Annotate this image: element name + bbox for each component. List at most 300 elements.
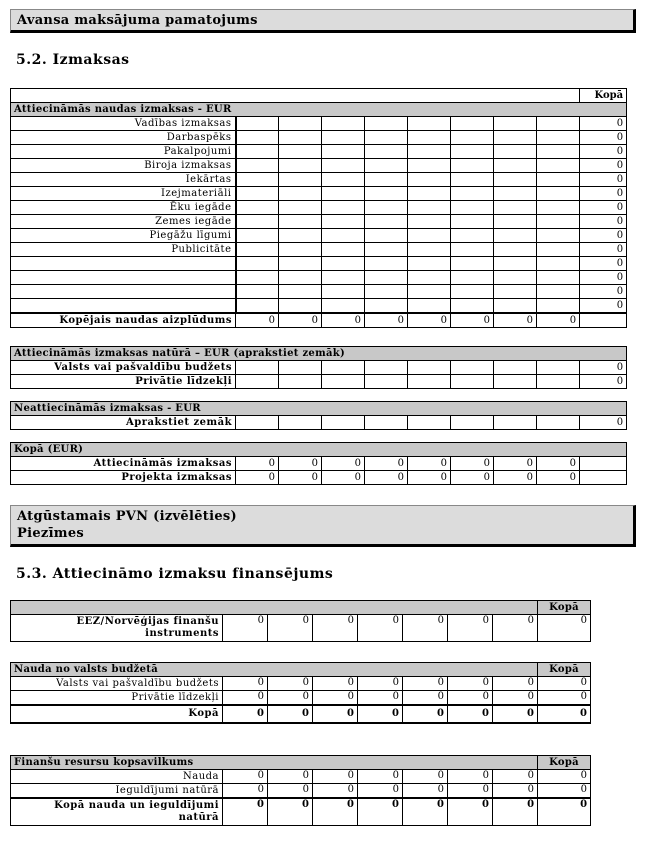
input-cell — [322, 173, 365, 187]
value-cell: 0 — [223, 770, 268, 784]
row-total: 0 — [580, 229, 627, 243]
value-cell: 0 — [403, 784, 448, 799]
value-cell: 0 — [358, 784, 403, 799]
value-cell: 0 — [358, 770, 403, 784]
value-cell: 0 — [268, 615, 313, 642]
input-cell — [494, 215, 537, 229]
input-cell — [451, 416, 494, 430]
value-cell: 0 — [403, 770, 448, 784]
input-cell — [408, 271, 451, 285]
row-label: Biroja izmaksas — [11, 159, 236, 173]
total-cell: 0 — [358, 798, 403, 826]
table-row — [11, 299, 627, 314]
value-cell: 0 — [448, 615, 493, 642]
value-cell: 0 — [279, 457, 322, 471]
total-cell: 0 — [403, 705, 448, 723]
input-cell — [408, 285, 451, 299]
input-cell — [451, 145, 494, 159]
input-cell — [279, 271, 322, 285]
input-cell — [279, 159, 322, 173]
section-title-izmaksas: 5.2. Izmaksas — [16, 52, 130, 68]
input-cell — [365, 187, 408, 201]
value-cell: 0 — [494, 471, 537, 485]
pvn-box — [10, 505, 636, 547]
input-cell — [365, 361, 408, 375]
value-cell: 0 — [223, 691, 268, 706]
input-cell — [236, 187, 279, 201]
table-title: Finanšu resursu kopsavilkums — [11, 756, 538, 770]
input-cell — [537, 145, 580, 159]
table-row — [11, 615, 591, 642]
input-cell — [236, 117, 279, 131]
table-row — [11, 243, 627, 257]
input-cell — [365, 243, 408, 257]
input-cell — [408, 215, 451, 229]
total-cell: 0 — [493, 798, 538, 826]
value-cell: 0 — [313, 770, 358, 784]
input-cell — [494, 257, 537, 271]
input-cell — [537, 271, 580, 285]
total-cell: 0 — [279, 313, 322, 328]
value-cell: 0 — [451, 457, 494, 471]
value-cell: 0 — [365, 471, 408, 485]
value-cell: 0 — [268, 784, 313, 799]
table-title: Attiecināmās izmaksas natūrā – EUR (aprakstiet zemāk) — [11, 347, 627, 361]
total-cell: 0 — [268, 798, 313, 826]
input-cell — [236, 201, 279, 215]
input-cell — [451, 187, 494, 201]
table-title — [11, 601, 538, 615]
total-cell: 0 — [448, 798, 493, 826]
table-row — [11, 361, 627, 375]
value-cell: 0 — [408, 457, 451, 471]
table-row — [11, 402, 627, 416]
input-cell — [322, 257, 365, 271]
input-cell — [322, 243, 365, 257]
total-label: Kopējais naudas aizplūdums — [11, 313, 236, 328]
input-cell — [236, 159, 279, 173]
total-cell: 0 — [268, 705, 313, 723]
table-row — [11, 89, 627, 103]
row-total: 0 — [580, 271, 627, 285]
input-cell — [494, 299, 537, 314]
input-cell — [537, 257, 580, 271]
value-cell: 0 — [279, 471, 322, 485]
input-cell — [236, 257, 279, 271]
input-cell — [451, 285, 494, 299]
input-cell — [279, 416, 322, 430]
row-total: 0 — [580, 173, 627, 187]
input-cell — [537, 215, 580, 229]
total-cell: 0 — [223, 705, 268, 723]
row-label: Valsts vai pašvaldību budžets — [11, 361, 236, 375]
input-cell — [408, 187, 451, 201]
input-cell — [451, 159, 494, 173]
row-total: 0 — [580, 285, 627, 299]
table-row — [11, 347, 627, 361]
table-row — [11, 215, 627, 229]
table-row — [11, 229, 627, 243]
value-cell: 0 — [493, 691, 538, 706]
input-cell — [279, 375, 322, 389]
input-cell — [494, 229, 537, 243]
input-cell — [451, 229, 494, 243]
value-cell: 0 — [322, 457, 365, 471]
input-cell — [279, 187, 322, 201]
kopa-header: Kopā — [580, 89, 627, 103]
input-cell — [279, 243, 322, 257]
table-row — [11, 375, 627, 389]
input-cell — [236, 243, 279, 257]
total-cell: 0 — [408, 313, 451, 328]
row-label: EEZ/Norvēģijas finanšu instruments — [11, 615, 223, 642]
row-label: Projekta izmaksas — [11, 471, 236, 485]
input-cell — [365, 416, 408, 430]
input-cell — [408, 201, 451, 215]
row-total: 0 — [580, 201, 627, 215]
total-cell: 0 — [538, 798, 591, 826]
table-row — [11, 705, 591, 723]
kopa-header: Kopā — [538, 601, 591, 615]
input-cell — [408, 173, 451, 187]
table-title: Attiecināmās naudas izmaksas - EUR — [11, 103, 627, 117]
input-cell — [537, 201, 580, 215]
value-cell: 0 — [537, 471, 580, 485]
input-cell — [365, 201, 408, 215]
table-row — [11, 756, 591, 770]
input-cell — [494, 375, 537, 389]
input-cell — [322, 215, 365, 229]
input-cell — [236, 215, 279, 229]
value-cell: 0 — [537, 457, 580, 471]
input-cell — [322, 229, 365, 243]
table-row — [11, 691, 591, 706]
value-cell: 0 — [448, 784, 493, 799]
value-cell: 0 — [493, 677, 538, 691]
table-title: Nauda no valsts budžetā — [11, 663, 538, 677]
table-row — [11, 159, 627, 173]
value-cell: 0 — [403, 677, 448, 691]
input-cell — [322, 285, 365, 299]
table-row — [11, 313, 627, 328]
value-cell: 0 — [538, 770, 591, 784]
total-cell: 0 — [313, 798, 358, 826]
row-label — [11, 257, 236, 271]
input-cell — [451, 117, 494, 131]
input-cell — [365, 299, 408, 314]
table-row — [11, 145, 627, 159]
input-cell — [365, 173, 408, 187]
row-label: Piegāžu līgumi — [11, 229, 236, 243]
input-cell — [322, 117, 365, 131]
row-label — [11, 285, 236, 299]
row-label: Ieguldījumi natūrā — [11, 784, 223, 799]
input-cell — [279, 145, 322, 159]
input-cell — [322, 375, 365, 389]
input-cell — [494, 145, 537, 159]
row-label: Zemes iegāde — [11, 215, 236, 229]
row-label — [11, 271, 236, 285]
value-cell: 0 — [493, 784, 538, 799]
input-cell — [365, 145, 408, 159]
value-cell: 0 — [268, 677, 313, 691]
table-row — [11, 117, 627, 131]
value-cell: 0 — [223, 677, 268, 691]
row-total: 0 — [580, 159, 627, 173]
total-cell: 0 — [538, 705, 591, 723]
row-label: Iekārtas — [11, 173, 236, 187]
table-row — [11, 131, 627, 145]
total-label: Kopā nauda un ieguldījumi natūrā — [11, 798, 223, 826]
row-total: 0 — [580, 145, 627, 159]
table-eea-financing — [10, 600, 591, 642]
input-cell — [236, 229, 279, 243]
input-cell — [322, 145, 365, 159]
section-header-avansa — [10, 9, 636, 33]
input-cell — [494, 285, 537, 299]
total-cell: 0 — [358, 705, 403, 723]
input-cell — [408, 229, 451, 243]
input-cell — [494, 201, 537, 215]
value-cell: 0 — [313, 691, 358, 706]
total-cell: 0 — [537, 313, 580, 328]
input-cell — [365, 271, 408, 285]
value-cell: 0 — [358, 615, 403, 642]
row-total: 0 — [580, 117, 627, 131]
input-cell — [365, 117, 408, 131]
row-total: 0 — [580, 375, 627, 389]
table-row — [11, 285, 627, 299]
input-cell — [451, 243, 494, 257]
pvn-title: Atgūstamais PVN (izvēlēties) — [17, 509, 237, 524]
table-ineligible-costs — [10, 401, 627, 430]
input-cell — [451, 215, 494, 229]
row-label: Izejmateriāli — [11, 187, 236, 201]
input-cell — [537, 416, 580, 430]
input-cell — [365, 215, 408, 229]
input-cell — [494, 117, 537, 131]
input-cell — [365, 159, 408, 173]
input-cell — [537, 229, 580, 243]
row-label: Darbaspēks — [11, 131, 236, 145]
table-row — [11, 770, 591, 784]
value-cell — [580, 457, 627, 471]
table-row — [11, 471, 627, 485]
input-cell — [494, 243, 537, 257]
input-cell — [408, 416, 451, 430]
total-label: Kopā — [11, 705, 223, 723]
total-cell: 0 — [451, 313, 494, 328]
value-cell: 0 — [268, 770, 313, 784]
value-cell — [580, 471, 627, 485]
total-cell: 0 — [403, 798, 448, 826]
value-cell: 0 — [448, 691, 493, 706]
input-cell — [537, 187, 580, 201]
row-label: Attiecināmās izmaksas — [11, 457, 236, 471]
input-cell — [537, 375, 580, 389]
table-corner — [11, 89, 580, 103]
input-cell — [236, 361, 279, 375]
kopa-header: Kopā — [538, 663, 591, 677]
total-cell: 0 — [223, 798, 268, 826]
input-cell — [279, 201, 322, 215]
total-cell: 0 — [493, 705, 538, 723]
input-cell — [279, 361, 322, 375]
row-label: Nauda — [11, 770, 223, 784]
input-cell — [537, 285, 580, 299]
input-cell — [279, 285, 322, 299]
input-cell — [322, 299, 365, 314]
row-label: Pakalpojumi — [11, 145, 236, 159]
input-cell — [279, 173, 322, 187]
input-cell — [408, 361, 451, 375]
input-cell — [408, 159, 451, 173]
input-cell — [537, 361, 580, 375]
input-cell — [451, 361, 494, 375]
input-cell — [279, 215, 322, 229]
input-cell — [537, 131, 580, 145]
input-cell — [236, 173, 279, 187]
input-cell — [408, 299, 451, 314]
input-cell — [236, 145, 279, 159]
value-cell: 0 — [236, 471, 279, 485]
table-row — [11, 173, 627, 187]
table-row — [11, 601, 591, 615]
row-label: Privātie līdzekļi — [11, 375, 236, 389]
total-cell: 0 — [494, 313, 537, 328]
input-cell — [408, 375, 451, 389]
row-total: 0 — [580, 187, 627, 201]
input-cell — [322, 201, 365, 215]
input-cell — [279, 257, 322, 271]
input-cell — [451, 271, 494, 285]
input-cell — [365, 131, 408, 145]
total-cell: 0 — [313, 705, 358, 723]
input-cell — [537, 299, 580, 314]
value-cell: 0 — [493, 770, 538, 784]
table-row — [11, 663, 591, 677]
input-cell — [451, 299, 494, 314]
input-cell — [537, 173, 580, 187]
value-cell: 0 — [538, 691, 591, 706]
section-header-label: Avansa maksājuma pamatojums — [17, 13, 258, 28]
input-cell — [494, 271, 537, 285]
value-cell: 0 — [313, 784, 358, 799]
table-row — [11, 784, 591, 799]
input-cell — [236, 375, 279, 389]
value-cell: 0 — [365, 457, 408, 471]
kopa-header: Kopā — [538, 756, 591, 770]
row-total: 0 — [580, 299, 627, 314]
input-cell — [451, 375, 494, 389]
input-cell — [365, 285, 408, 299]
value-cell: 0 — [223, 784, 268, 799]
table-row — [11, 677, 591, 691]
input-cell — [408, 145, 451, 159]
input-cell — [279, 117, 322, 131]
input-cell — [451, 257, 494, 271]
input-cell — [494, 159, 537, 173]
row-total: 0 — [580, 215, 627, 229]
input-cell — [322, 271, 365, 285]
row-label: Vadības izmaksas — [11, 117, 236, 131]
value-cell: 0 — [538, 784, 591, 799]
input-cell — [279, 229, 322, 243]
input-cell — [451, 201, 494, 215]
input-cell — [494, 173, 537, 187]
input-cell — [537, 159, 580, 173]
input-cell — [322, 416, 365, 430]
value-cell: 0 — [448, 770, 493, 784]
value-cell: 0 — [313, 677, 358, 691]
table-title: Neattiecināmās izmaksas - EUR — [11, 402, 627, 416]
value-cell: 0 — [236, 457, 279, 471]
input-cell — [365, 375, 408, 389]
input-cell — [451, 131, 494, 145]
row-label: Valsts vai pašvaldību budžets — [11, 677, 223, 691]
table-row — [11, 201, 627, 215]
total-cell: 0 — [365, 313, 408, 328]
value-cell: 0 — [494, 457, 537, 471]
section-title-financing: 5.3. Attiecināmo izmaksu finansējums — [16, 566, 334, 582]
table-row — [11, 103, 627, 117]
table-resources-summary — [10, 755, 591, 826]
value-cell: 0 — [538, 677, 591, 691]
value-cell: 0 — [358, 677, 403, 691]
input-cell — [322, 159, 365, 173]
input-cell — [236, 299, 279, 314]
row-total: 0 — [580, 243, 627, 257]
value-cell: 0 — [493, 615, 538, 642]
table-eligible-cash-costs — [10, 88, 627, 328]
value-cell: 0 — [451, 471, 494, 485]
table-row — [11, 257, 627, 271]
value-cell: 0 — [358, 691, 403, 706]
value-cell: 0 — [322, 471, 365, 485]
input-cell — [494, 416, 537, 430]
value-cell: 0 — [448, 677, 493, 691]
input-cell — [322, 187, 365, 201]
row-total: 0 — [580, 361, 627, 375]
table-row — [11, 457, 627, 471]
input-cell — [236, 285, 279, 299]
row-total: 0 — [580, 416, 627, 430]
input-cell — [494, 187, 537, 201]
input-cell — [494, 361, 537, 375]
input-cell — [408, 257, 451, 271]
table-row — [11, 443, 627, 457]
value-cell: 0 — [223, 615, 268, 642]
row-total: 0 — [580, 131, 627, 145]
input-cell — [365, 229, 408, 243]
input-cell — [236, 416, 279, 430]
value-cell: 0 — [403, 615, 448, 642]
total-cell: 0 — [236, 313, 279, 328]
value-cell: 0 — [538, 615, 591, 642]
input-cell — [236, 131, 279, 145]
total-cell: 0 — [448, 705, 493, 723]
input-cell — [537, 243, 580, 257]
table-total-eur — [10, 442, 627, 485]
input-cell — [408, 131, 451, 145]
input-cell — [279, 131, 322, 145]
row-label: Aprakstiet zemāk — [11, 416, 236, 430]
input-cell — [365, 257, 408, 271]
total-cell — [580, 313, 627, 328]
table-inkind-costs — [10, 346, 627, 389]
table-row — [11, 271, 627, 285]
row-total: 0 — [580, 257, 627, 271]
